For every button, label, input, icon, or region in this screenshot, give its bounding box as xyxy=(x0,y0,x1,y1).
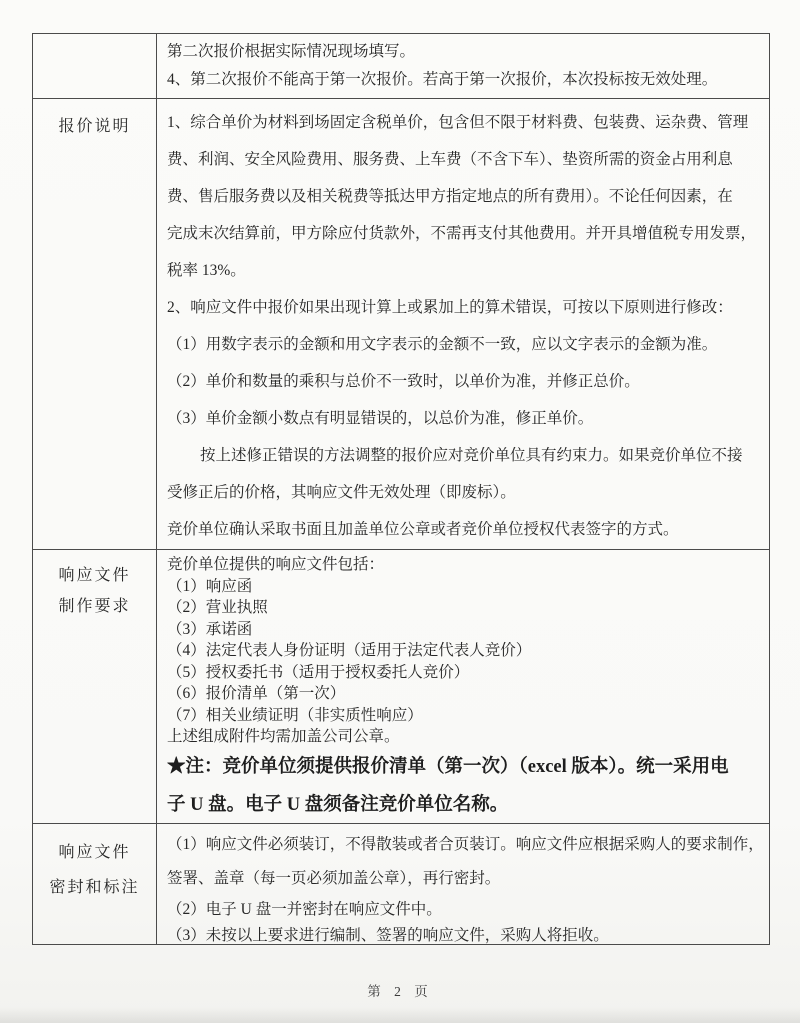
text-line: 受修正后的价格，其响应文件无效处理（即废标）。 xyxy=(167,484,516,501)
row-label-line: 响应文件 xyxy=(58,844,131,861)
text-line: 上述组成附件均需加盖公司公章。 xyxy=(167,728,400,745)
row-label-empty xyxy=(33,34,157,98)
star-note-line: 子 U 盘。电子 U 盘须备注竞价单位名称。 xyxy=(167,794,509,815)
text-line: （5）授权委托书（适用于授权委托人竞价） xyxy=(167,663,470,681)
text-line: （2）单价和数量的乘积与总价不一致时，以单价为准，并修正总价。 xyxy=(167,373,640,390)
row-label-response-doc-requirements xyxy=(33,550,157,823)
row-label-line: 响应文件 xyxy=(58,567,131,584)
row-content-quote-instructions xyxy=(157,99,769,549)
text-line: 税率 13%。 xyxy=(167,262,246,279)
text-line: （2）营业执照 xyxy=(167,599,268,616)
text-line: （4）法定代表人身份证明（适用于法定代表人竞价） xyxy=(167,642,532,659)
bidding-requirements-table xyxy=(32,33,770,945)
text-line: （6）报价清单（第一次） xyxy=(167,685,346,702)
text-line: 按上述修正错误的方法调整的报价应对竞价单位具有约束力。如果竞价单位不接 xyxy=(200,447,743,464)
scan-bottom-shadow xyxy=(0,1007,800,1023)
text-line: 费、售后服务费以及相关税费等抵达甲方指定地点的所有费用）。不论任何因素，在 xyxy=(167,188,733,205)
table-row-response-doc-sealing xyxy=(33,823,769,944)
text-line: 4、第二次报价不能高于第一次报价。若高于第一次报价，本次投标按无效处理。 xyxy=(167,71,718,88)
text-line: （3）未按以上要求进行编制、签署的响应文件，采购人将拒收。 xyxy=(167,927,609,944)
row-label-line: 密封和标注 xyxy=(49,879,140,896)
row-label-line: 报价说明 xyxy=(58,118,131,135)
text-line: 1、综合单价为材料到场固定含税单价，包含但不限于材料费、包装费、运杂费、管理 xyxy=(167,114,749,131)
text-line: 签署、盖章（每一页必须加盖公章），再行密封。 xyxy=(167,870,501,887)
row-content-response-doc-requirements xyxy=(157,550,769,823)
row-label-quote-instructions xyxy=(33,99,157,549)
text-line: 第二次报价根据实际情况现场填写。 xyxy=(167,43,416,60)
star-note-line: ★注：竞价单位须提供报价清单（第一次）（excel 版本）。统一采用电 xyxy=(167,756,729,777)
text-line: （1）响应函 xyxy=(167,577,253,595)
text-line: 费、利润、安全风险费用、服务费、上车费（不含下车）、垫资所需的资金占用利息 xyxy=(167,151,733,168)
page-number: 第 2 页 xyxy=(367,984,433,999)
text-line: 竞价单位确认采取书面且加盖单位公章或者竞价单位授权代表签字的方式。 xyxy=(167,521,679,538)
text-line: 竞价单位提供的响应文件包括： xyxy=(167,556,385,573)
row-label-line: 制作要求 xyxy=(58,598,131,615)
text-line: （3）单价金额小数点有明显错误的，以总价为准，修正单价。 xyxy=(167,410,594,427)
text-line: （7）相关业绩证明（非实质性响应） xyxy=(167,706,423,724)
table-row-quote-instructions xyxy=(33,98,769,549)
row-label-response-doc-sealing xyxy=(33,824,157,944)
table-row-quote-continuation xyxy=(33,34,769,98)
row-content-quote-continuation xyxy=(157,34,769,98)
text-line: （2）电子 U 盘一并密封在响应文件中。 xyxy=(167,901,442,918)
text-line: （1）响应文件必须装订，不得散装或者合页装订。响应文件应根据采购人的要求制作， xyxy=(167,836,764,853)
table-row-response-doc-requirements xyxy=(33,549,769,823)
text-line: 完成末次结算前，甲方除应付货款外，不需再支付其他费用。并开具增值税专用发票， xyxy=(167,225,757,242)
text-line: （1）用数字表示的金额和用文字表示的金额不一致，应以文字表示的金额为准。 xyxy=(167,336,718,353)
row-content-response-doc-sealing xyxy=(157,824,769,944)
text-line: 2、响应文件中报价如果出现计算上或累加上的算术错误，可按以下原则进行修改： xyxy=(167,299,733,316)
text-line: （3）承诺函 xyxy=(167,620,253,638)
